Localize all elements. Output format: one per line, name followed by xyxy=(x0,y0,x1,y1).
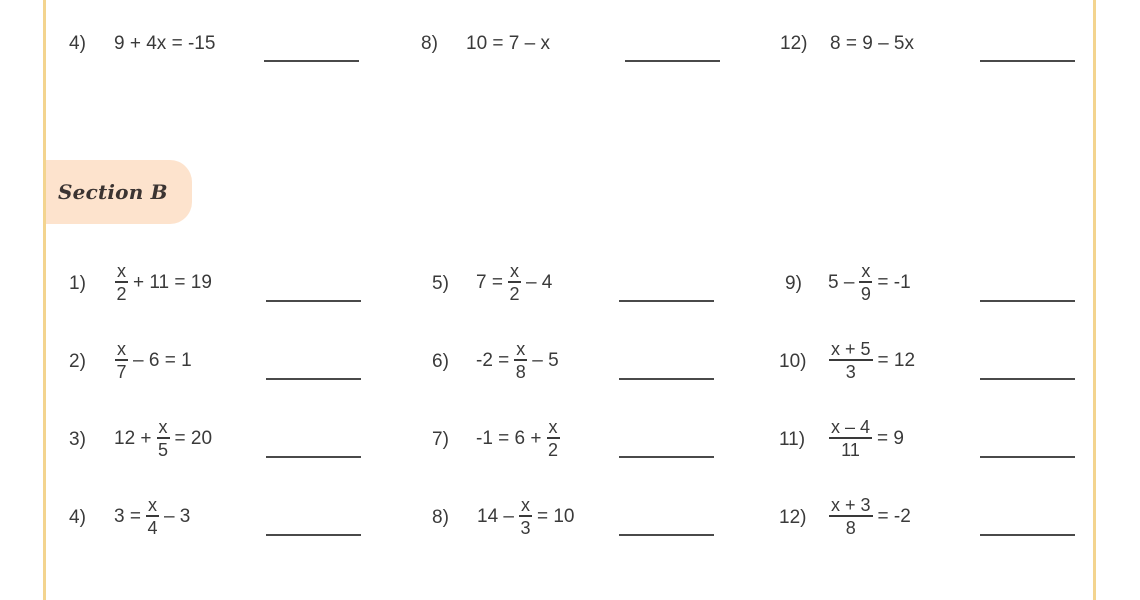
equation-pre: -1 = 6 + xyxy=(476,427,542,449)
fraction-denominator: 2 xyxy=(547,440,558,460)
problem-number: 4) xyxy=(69,507,86,528)
answer-blank[interactable] xyxy=(980,456,1075,458)
problem-number: 2) xyxy=(69,351,86,372)
answer-blank[interactable] xyxy=(619,456,714,458)
fraction xyxy=(514,340,527,381)
fraction-denominator: 5 xyxy=(158,440,169,460)
problem-number: 12) xyxy=(780,33,808,54)
equation-pre: 3 = xyxy=(114,505,141,527)
fraction-numerator: x xyxy=(147,495,157,515)
fraction-denominator: 11 xyxy=(841,440,860,460)
fraction-denominator: 3 xyxy=(520,518,531,538)
equation-post: – 5 xyxy=(532,349,559,371)
fraction-denominator: 9 xyxy=(860,284,871,304)
problem-number: 3) xyxy=(69,429,86,450)
equation-text: 8 = 9 – 5x xyxy=(830,33,914,54)
equation-post: – 4 xyxy=(525,271,553,293)
fraction-denominator: 2 xyxy=(509,284,520,304)
answer-blank[interactable] xyxy=(619,534,714,536)
equation xyxy=(476,262,552,303)
section-title: Section B xyxy=(58,180,168,204)
fraction-numerator: x xyxy=(158,417,168,437)
fraction xyxy=(829,496,873,537)
equation-post: = -2 xyxy=(877,505,911,527)
equation xyxy=(114,496,190,537)
equation-post: – 6 = 1 xyxy=(133,349,192,371)
fraction-denominator: 8 xyxy=(515,362,526,382)
answer-blank[interactable] xyxy=(264,60,359,62)
equation-post: = 10 xyxy=(536,505,575,527)
equation xyxy=(114,418,212,459)
equation xyxy=(826,496,911,537)
fraction-numerator: x xyxy=(509,261,519,281)
equation xyxy=(826,340,915,381)
problem-number: 10) xyxy=(779,351,807,372)
fraction-numerator: x xyxy=(548,417,558,437)
answer-blank[interactable] xyxy=(625,60,720,62)
equation-pre: 7 = xyxy=(476,271,503,293)
page-frame-right-border xyxy=(1093,0,1096,600)
fraction xyxy=(157,418,170,459)
equation-pre: 12 + xyxy=(114,427,152,449)
fraction-numerator: x xyxy=(117,339,126,359)
equation xyxy=(828,262,911,303)
problem-number: 6) xyxy=(432,351,449,372)
equation xyxy=(476,418,563,459)
equation-post: + 11 = 19 xyxy=(133,271,212,293)
answer-blank[interactable] xyxy=(266,378,361,380)
fraction-numerator: x xyxy=(520,495,530,515)
equation-pre: 14 – xyxy=(477,505,514,527)
fraction-numerator: x xyxy=(117,261,126,281)
fraction xyxy=(547,418,560,459)
problem-number: 1) xyxy=(69,273,86,294)
equation xyxy=(112,262,212,303)
problem-number: 5) xyxy=(432,273,449,294)
equation xyxy=(477,496,575,537)
answer-blank[interactable] xyxy=(619,300,714,302)
fraction-numerator: x + 5 xyxy=(831,339,871,359)
answer-blank[interactable] xyxy=(266,456,361,458)
problem-number: 4) xyxy=(69,33,86,54)
answer-blank[interactable] xyxy=(266,534,361,536)
equation-post: = 20 xyxy=(174,427,213,449)
fraction xyxy=(859,262,872,303)
section-b-header xyxy=(46,160,192,224)
equation xyxy=(112,340,192,381)
answer-blank[interactable] xyxy=(980,300,1075,302)
answer-blank[interactable] xyxy=(266,300,361,302)
equation-post: = 12 xyxy=(877,349,916,371)
equation xyxy=(466,33,550,55)
fraction-denominator: 2 xyxy=(116,284,127,304)
fraction-numerator: x xyxy=(861,261,871,281)
fraction-numerator: x + 3 xyxy=(831,495,871,515)
equation xyxy=(826,418,904,459)
fraction xyxy=(508,262,521,303)
answer-blank[interactable] xyxy=(619,378,714,380)
answer-blank[interactable] xyxy=(980,60,1075,62)
fraction-denominator: 7 xyxy=(116,362,127,382)
equation xyxy=(114,33,215,55)
fraction xyxy=(519,496,532,537)
fraction xyxy=(146,496,159,537)
problem-number: 7) xyxy=(432,429,449,450)
answer-blank[interactable] xyxy=(980,378,1075,380)
problem-number: 12) xyxy=(779,507,807,528)
fraction-denominator: 4 xyxy=(147,518,158,538)
equation-post: = -1 xyxy=(877,271,911,293)
problem-number: 9) xyxy=(785,273,802,294)
fraction xyxy=(829,418,872,459)
answer-blank[interactable] xyxy=(980,534,1075,536)
equation-text: 9 + 4x = -15 xyxy=(114,33,216,54)
equation xyxy=(476,340,559,381)
fraction-denominator: 3 xyxy=(845,362,856,382)
fraction-numerator: x xyxy=(516,339,526,359)
fraction-denominator: 8 xyxy=(845,518,856,538)
problem-number: 11) xyxy=(779,429,806,450)
fraction xyxy=(829,340,873,381)
equation-post: = 9 xyxy=(877,427,904,449)
equation-text: 10 = 7 – x xyxy=(466,33,550,54)
fraction xyxy=(115,262,128,303)
problem-number: 8) xyxy=(421,33,438,54)
problem-number: 8) xyxy=(432,507,449,528)
fraction xyxy=(115,340,128,381)
equation-post: – 3 xyxy=(163,505,191,527)
equation xyxy=(830,33,914,55)
fraction-numerator: x – 4 xyxy=(831,417,871,437)
page-frame-left-border xyxy=(43,0,46,600)
equation-pre: 5 – xyxy=(828,271,855,293)
equation-pre: -2 = xyxy=(476,349,510,371)
